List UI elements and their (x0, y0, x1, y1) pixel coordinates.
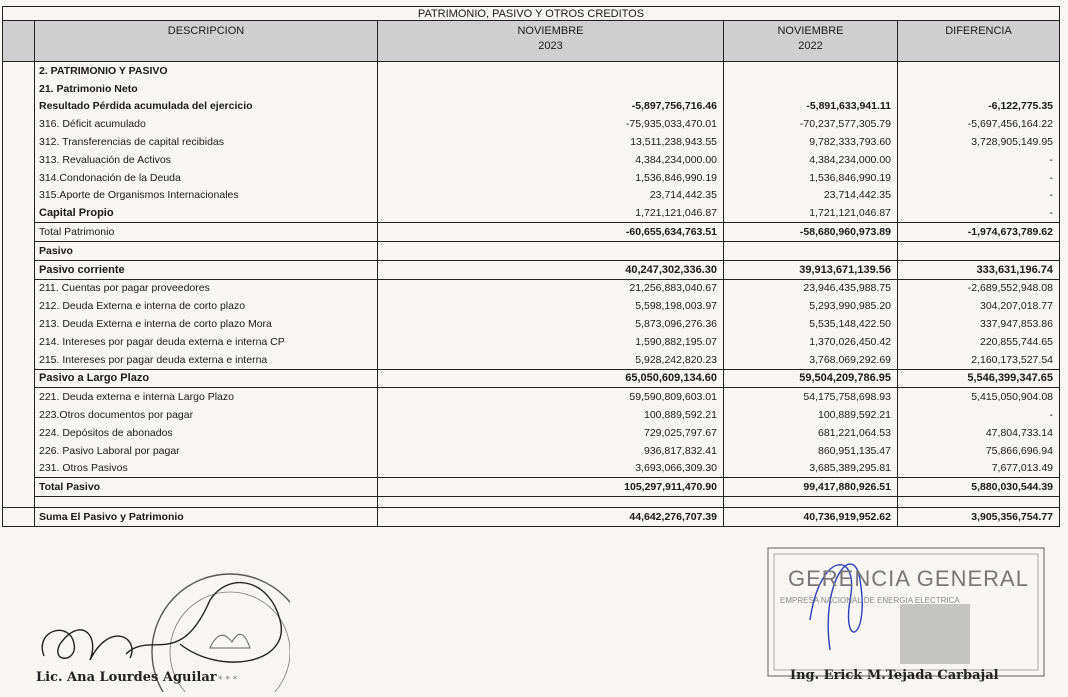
value-diff (898, 62, 1060, 80)
value-diff: 3,905,356,754.77 (898, 508, 1060, 527)
svg-text:* * *: * * * (218, 675, 238, 685)
table-row (3, 351, 1060, 369)
value-diff: -1,974,673,789.62 (898, 223, 1060, 242)
value-diff: 47,804,733.14 (898, 424, 1060, 442)
table-row (3, 369, 1060, 388)
row-label: 316. Déficit acumulado (35, 115, 378, 133)
value-2023: 23,714,442.35 (378, 187, 724, 205)
table-title: PATRIMONIO, PASIVO Y OTROS CREDITOS (2, 6, 1060, 21)
row-label: 312. Transferencias de capital recibidas (35, 133, 378, 151)
value-2022: -70,237,577,305.79 (724, 115, 898, 133)
value-2023: 105,297,911,470.90 (378, 478, 724, 497)
table-row (3, 187, 1060, 205)
row-label: 224. Depósitos de abonados (35, 424, 378, 442)
value-diff: - (898, 406, 1060, 424)
row-label: 213. Deuda Externa e interna de corto plazo Mora (35, 315, 378, 333)
row-label: Resultado Pérdida acumulada del ejercicio (35, 98, 378, 116)
value-diff: 220,855,744.65 (898, 333, 1060, 351)
table-row (3, 241, 1060, 260)
table-row (3, 204, 1060, 222)
value-diff: - (898, 151, 1060, 169)
header-diferencia: DIFERENCIA (898, 21, 1060, 62)
table-row (3, 151, 1060, 169)
value-2023 (378, 241, 724, 260)
value-2022 (724, 80, 898, 98)
value-diff: - (898, 187, 1060, 205)
header-row (3, 21, 1060, 62)
right-signer-name: Ing. Erick M.Tejada Carbajal (790, 668, 999, 683)
value-2022: 23,946,435,988.75 (724, 279, 898, 297)
value-2023: 44,642,276,707.39 (378, 508, 724, 527)
header-noviembre-2023 (378, 21, 724, 62)
value-2022: 5,293,990,985.20 (724, 297, 898, 315)
table-row (3, 169, 1060, 187)
table-row (3, 115, 1060, 133)
value-2022: 40,736,919,952.62 (724, 508, 898, 527)
value-2022: -58,680,960,973.89 (724, 223, 898, 242)
value-diff: -2,689,552,948.08 (898, 279, 1060, 297)
value-2023: 5,928,242,820.23 (378, 351, 724, 369)
value-2023: 65,050,609,134.60 (378, 369, 724, 388)
value-2023: -5,897,756,716.46 (378, 98, 724, 116)
value-2023: 40,247,302,336.30 (378, 260, 724, 279)
value-2023: 5,598,198,003.97 (378, 297, 724, 315)
table-row (3, 333, 1060, 351)
value-2023: 936,817,832.41 (378, 442, 724, 460)
value-2023: 100,889,592.21 (378, 406, 724, 424)
value-diff: 5,415,050,904.08 (898, 388, 1060, 406)
stamp-title: GERENCIA GENERAL (788, 566, 1029, 591)
header-descripcion: DESCRIPCION (35, 21, 378, 62)
row-label: 214. Intereses por pagar deuda externa e interna CP (35, 333, 378, 351)
value-2023 (378, 80, 724, 98)
value-2022: 860,951,135.47 (724, 442, 898, 460)
value-2022: 1,370,026,450.42 (724, 333, 898, 351)
value-diff: -5,697,456,164.22 (898, 115, 1060, 133)
value-2023: 59,590,809,603.01 (378, 388, 724, 406)
row-label: 212. Deuda Externa e interna de corto plazo (35, 297, 378, 315)
table-row (3, 62, 1060, 80)
right-signature-area (750, 540, 1068, 692)
value-2023: 729,025,797.67 (378, 424, 724, 442)
value-diff: 7,677,013.49 (898, 460, 1060, 478)
table-row (3, 279, 1060, 297)
value-diff: - (898, 204, 1060, 222)
row-label: 215. Intereses por pagar deuda externa e interna (35, 351, 378, 369)
value-2023: 5,873,096,276.36 (378, 315, 724, 333)
value-2022: 3,685,389,295.81 (724, 460, 898, 478)
table-row (3, 297, 1060, 315)
header-blank-cell (3, 21, 35, 62)
value-diff: 5,880,030,544.39 (898, 478, 1060, 497)
table-row (3, 442, 1060, 460)
spacer-row (3, 497, 1060, 508)
value-diff: 75,866,696.94 (898, 442, 1060, 460)
table-row (3, 223, 1060, 242)
row-label: Capital Propio (35, 204, 378, 222)
value-2022: 1,721,121,046.87 (724, 204, 898, 222)
table-row (3, 133, 1060, 151)
value-diff (898, 80, 1060, 98)
left-signature-area (30, 560, 290, 692)
value-2022 (724, 62, 898, 80)
value-diff: 337,947,853.86 (898, 315, 1060, 333)
value-2023: 1,721,121,046.87 (378, 204, 724, 222)
value-2023 (378, 62, 724, 80)
value-2023: 4,384,234,000.00 (378, 151, 724, 169)
table-row (3, 406, 1060, 424)
table-row (3, 508, 1060, 527)
header-year-2022: 2022 (798, 40, 823, 52)
value-2023: 1,590,882,195.07 (378, 333, 724, 351)
value-diff (898, 241, 1060, 260)
row-label: 2. PATRIMONIO Y PASIVO (35, 62, 378, 80)
value-2022 (724, 241, 898, 260)
row-label: 21. Patrimonio Neto (35, 80, 378, 98)
value-diff: 3,728,905,149.95 (898, 133, 1060, 151)
value-2022: 681,221,064.53 (724, 424, 898, 442)
value-diff: -6,122,775.35 (898, 98, 1060, 116)
header-noviembre-2022 (724, 21, 898, 62)
row-label: Pasivo a Largo Plazo (35, 369, 378, 388)
table-row (3, 315, 1060, 333)
value-2022: 99,417,880,926.51 (724, 478, 898, 497)
value-2023: 13,511,238,943.55 (378, 133, 724, 151)
value-2023: -60,655,634,763.51 (378, 223, 724, 242)
row-label: 231. Otros Pasivos (35, 460, 378, 478)
row-label: 223.Otros documentos por pagar (35, 406, 378, 424)
value-2023: 21,256,883,040.67 (378, 279, 724, 297)
value-diff: 5,546,399,347.65 (898, 369, 1060, 388)
row-label: Pasivo corriente (35, 260, 378, 279)
row-label: Total Pasivo (35, 478, 378, 497)
value-2022: 5,535,148,422.50 (724, 315, 898, 333)
balance-table (2, 20, 1060, 527)
value-2022: 39,913,671,139.56 (724, 260, 898, 279)
table-row (3, 478, 1060, 497)
value-2022: 3,768,069,292.69 (724, 351, 898, 369)
value-diff: 304,207,018.77 (898, 297, 1060, 315)
value-2022: 59,504,209,786.95 (724, 369, 898, 388)
header-month-2022: NOVIEMBRE (777, 25, 844, 37)
row-label: Suma El Pasivo y Patrimonio (35, 508, 378, 527)
value-2023: -75,935,033,470.01 (378, 115, 724, 133)
value-2022: 23,714,442.35 (724, 187, 898, 205)
table-row (3, 388, 1060, 406)
row-label: Pasivo (35, 241, 378, 260)
header-month-2023: NOVIEMBRE (517, 25, 584, 37)
value-2023: 1,536,846,990.19 (378, 169, 724, 187)
table-row (3, 80, 1060, 98)
stamp-subtitle: EMPRESA NACIONAL DE ENERGIA ELECTRICA (780, 596, 960, 605)
row-label: 315.Aporte de Organismos Internacionales (35, 187, 378, 205)
table-row (3, 424, 1060, 442)
row-label: 313. Revaluación de Activos (35, 151, 378, 169)
value-2022: 100,889,592.21 (724, 406, 898, 424)
table-row (3, 98, 1060, 116)
row-label: 314.Condonación de la Deuda (35, 169, 378, 187)
table-row (3, 260, 1060, 279)
header-year-2023: 2023 (538, 40, 563, 52)
value-diff: 333,631,196.74 (898, 260, 1060, 279)
row-label: 211. Cuentas por pagar proveedores (35, 279, 378, 297)
value-2022: 1,536,846,990.19 (724, 169, 898, 187)
row-label: Total Patrimonio (35, 223, 378, 242)
value-2022: -5,891,633,941.11 (724, 98, 898, 116)
row-label: 221. Deuda externa e interna Largo Plazo (35, 388, 378, 406)
value-2022: 54,175,758,698.93 (724, 388, 898, 406)
value-diff: 2,160,173,527.54 (898, 351, 1060, 369)
value-2022: 9,782,333,793.60 (724, 133, 898, 151)
value-2023: 3,693,066,309.30 (378, 460, 724, 478)
row-label: 226. Pasivo Laboral por pagar (35, 442, 378, 460)
value-2022: 4,384,234,000.00 (724, 151, 898, 169)
table-row (3, 460, 1060, 478)
value-diff: - (898, 169, 1060, 187)
left-signer-name: Lic. Ana Lourdes Aguilar (36, 670, 217, 685)
